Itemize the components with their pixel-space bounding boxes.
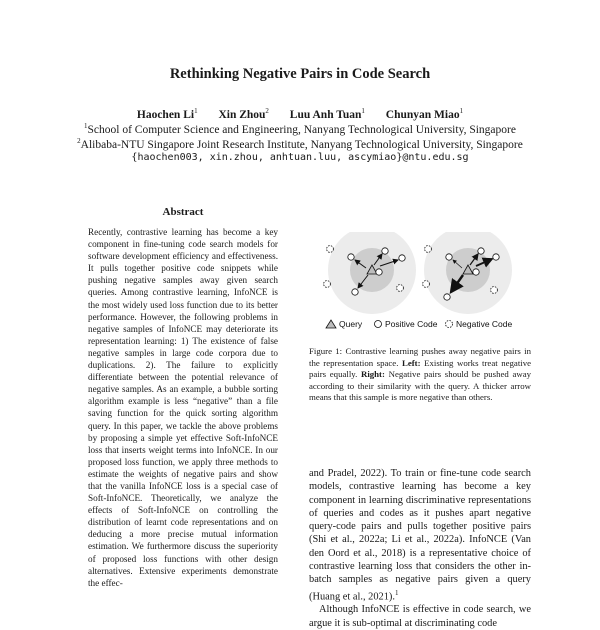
legend-negative: Negative Code — [456, 319, 513, 329]
author-list — [0, 107, 600, 121]
legend-query: Query — [339, 319, 363, 329]
positive-code-circle — [473, 269, 479, 275]
paragraph: Although InfoNCE is effective in code search, we argue it is sub-optimal at discriminating code — [309, 604, 531, 629]
positive-code-circle — [376, 269, 382, 275]
author: Haochen Li$^1$ — [136, 107, 198, 121]
abstract-heading: Abstract — [162, 206, 204, 218]
paragraph: and Pradel, 2022). To train or fine-tune code search models, contrastive learning has become a key component in learning discriminative representations of queries and codes as it pushes apart negative query-code pairs and pulls together positive pairs (Shi et al., 2022a; Li et al., 2022a). InfoNCE (Van den Oord et al., 2018) is a representative choice of contrastive learning loss that considers the other in-batch samples as negative pairs given a query (Huang et al., 2021).$^1$ — [309, 468, 531, 603]
author: Chunyan Miao$^1$ — [385, 107, 464, 121]
figure-caption: Figure 1: Contrastive learning pushes away negative pairs in the representation space. Left: Existing works treat negative pairs equally. Right: Negative pairs should be pushed away according to their similarity with the query. A thicker arrow means that this sample is more negative than others. — [309, 346, 532, 403]
author: Luu Anh Tuan$^1$ — [289, 107, 365, 121]
legend-positive: Positive Code — [385, 319, 438, 329]
author-emails: {haochen003, xin.zhou, anhtuan.luu, ascymiao}@ntu.edu.sg — [131, 152, 469, 163]
left-panel — [324, 232, 416, 314]
paper-title: Rethinking Negative Pairs in Code Search — [169, 66, 431, 82]
affiliation: $^2$Alibaba-NTU Singapore Joint Research Institute, Nanyang Technological University, Singapore — [77, 137, 523, 151]
abstract-text: Recently, contrastive learning has become a key component in fine-tuning code search models for software development efficiency and effectiveness. It pulls together positive code snippets while pushing negative samples away given search queries. Among contrastive learning, InfoNCE is the most widely used loss function due to its better performance. However, the following problems in negative samples of InfoNCE may deteriorate its representation learning: 1) The existence of false negative samples in large code corpora due to duplications. 2). The failure to explicitly differentiate between the potential relevance of negative samples. As an example, a bubble sorting algorithm example is less “negative” than a file saving function for the quick sorting algorithm query. In this paper, we tackle the above problems by proposing a simple yet effective Soft-InfoNCE loss that inserts weight terms into InfoNCE. In our proposed loss function, we apply three methods to estimate the weights of negative pairs and show that the vanilla InfoNCE loss is a special case of Soft-InfoNCE. Theoretically, we analyze the effects of Soft-InfoNCE on controlling the distribution of learnt code representations and on deducing a more precise mutual information estimation. We furthermore discuss the superiority of proposed loss functions with other design alternatives. Extensive experiments demonstrate the effec- — [88, 227, 278, 588]
affiliation: $^1$School of Computer Science and Engineering, Nanyang Technological University, Singapore — [84, 122, 516, 136]
query-legend-icon — [326, 320, 336, 328]
positive-code-legend-icon — [375, 321, 382, 328]
figure-legend — [326, 319, 513, 329]
contrastive-diagram — [316, 232, 532, 352]
right-panel — [423, 232, 512, 314]
figure-1 — [316, 232, 532, 352]
author: Xin Zhou$^2$ — [218, 107, 269, 121]
negative-code-legend-icon — [446, 321, 453, 328]
body-text — [309, 467, 531, 630]
